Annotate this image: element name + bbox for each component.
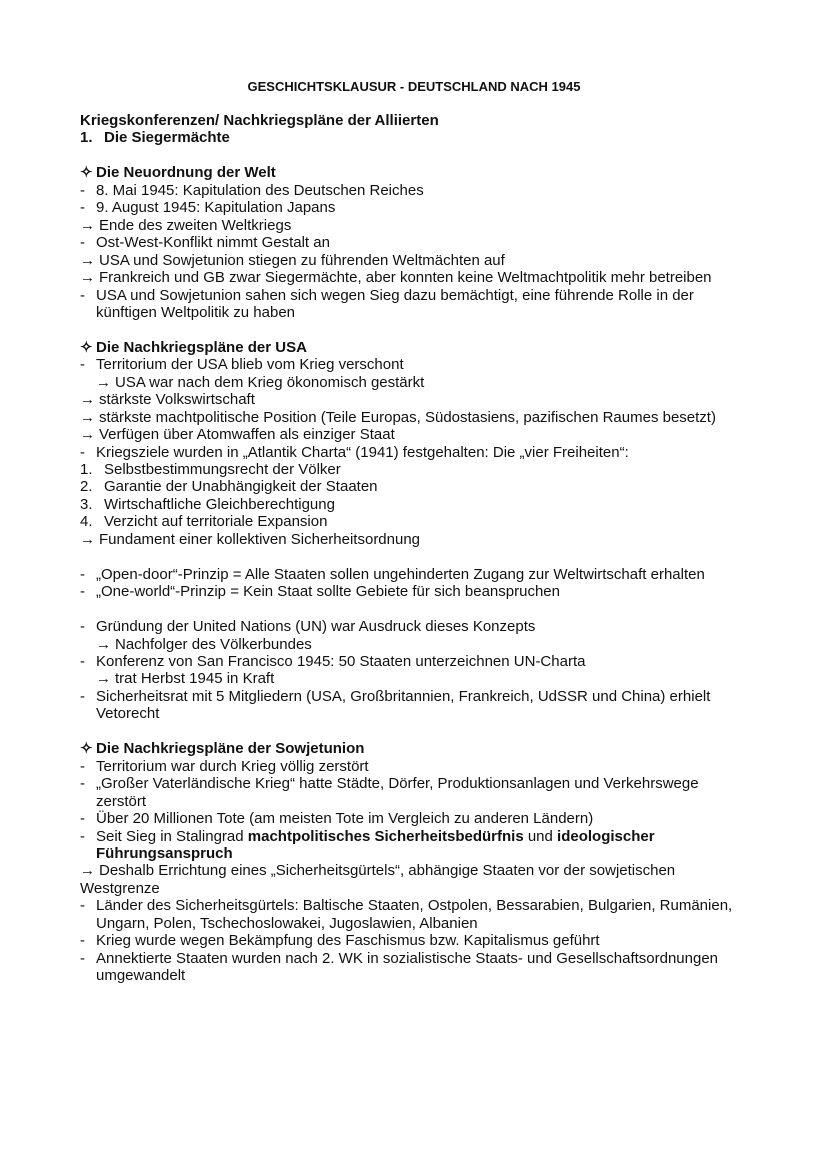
list-item [80,199,780,216]
list-item [80,862,780,897]
dash-bullet: - [80,181,85,199]
list-item-text: Gründung der United Nations (UN) war Ausdruck dieses Konzepts [96,618,536,636]
subsection-heading [80,740,780,757]
dash-bullet: - [80,897,85,915]
bold-text: machtpolitisches Sicherheitsbedürfnis [247,827,524,845]
dash-bullet: - [80,618,85,636]
list-number: 1. [80,129,93,147]
text-segment: und [523,827,558,845]
list-item-text: Annektierte Staaten wurden nach 2. WK in sozialistische Staats- und Gesellschaftsordnungen umgewandelt [96,949,719,985]
list-item [80,897,780,932]
list-item-text: USA und Sowjetunion stiegen zu führenden Weltmächten auf [99,251,505,269]
list-item-text: USA und Sowjetunion sahen sich wegen Sieg dazu bemächtigt, eine führende Rolle in der künftigen Weltpolitik zu haben [96,286,694,321]
arrow-icon: → [80,251,95,269]
list-item-text: Länder des Sicherheitsgürtels: Baltische Staaten, Ostpolen, Bessarabien, Bulgarien, Rumänien, Ungarn, Polen, Tschechoslowakei, Jugoslawien, Albanien [96,897,733,932]
list-item-text: 8. Mai 1945: Kapitulation des Deutschen Reiches [96,181,424,199]
list-item [80,269,780,286]
dash-bullet: - [80,949,85,967]
subsection-heading [80,164,780,181]
arrow-icon: → [80,216,95,234]
list-item-text: Kriegsziele wurden in „Atlantik Charta“ (1941) festgehalten: Die „vier Freiheiten“: [96,443,629,461]
list-item [80,496,780,513]
document-body [80,112,780,985]
list-item-text: stärkste machtpolitische Position (Teile Europas, Südostasiens, pazifischen Raumes besetzt) [99,408,716,426]
list-item [80,513,780,530]
list-item [80,478,780,495]
list-item [80,391,780,408]
list-item [80,758,780,775]
list-item-text [96,828,655,863]
list-item [80,234,780,251]
list-item-text: „Großer Vaterländische Krieg“ hatte Städte, Dörfer, Produktionsanlagen und Verkehrswege zerstört [96,775,699,810]
document-title: GESCHICHTSKLAUSUR - DEUTSCHLAND NACH 1945 [247,79,581,94]
arrow-icon: → [80,391,95,409]
dash-bullet: - [80,199,85,217]
arrow-icon: → [80,862,95,880]
list-item-text: Sicherheitsrat mit 5 Mitgliedern (USA, Großbritannien, Frankreich, UdSSR und China) erhielt Vetorecht [96,687,711,723]
diamond-bullet-icon: ✧ [80,164,93,182]
list-item-text: „One-world“-Prinzip = Kein Staat sollte Gebiete für sich beanspruchen [96,583,560,601]
list-item-text: stärkste Volkswirtschaft [99,391,255,409]
list-item [80,356,780,373]
list-item [80,636,780,653]
arrow-icon: → [80,269,95,287]
list-item-text: Fundament einer kollektiven Sicherheitsordnung [99,530,421,548]
list-item-text: Frankreich und GB zwar Siegermächte, aber konnten keine Weltmachtpolitik mehr betreiben [99,269,712,287]
arrow-icon: → [96,373,111,391]
blank-line [80,321,780,338]
dash-bullet: - [80,757,85,775]
list-item-text: Ost-West-Konflikt nimmt Gestalt an [96,234,330,252]
list-item-text: Krieg wurde wegen Bekämpfung des Faschismus bzw. Kapitalismus geführt [96,932,600,950]
list-item [80,810,780,827]
list-item [80,670,780,687]
list-item [80,950,780,985]
blank-line [80,723,780,740]
list-item [80,444,780,461]
dash-bullet: - [80,775,85,793]
dash-bullet: - [80,286,85,304]
list-item-text: trat Herbst 1945 in Kraft [115,670,275,688]
blank-line [80,147,780,164]
list-item [80,252,780,269]
arrow-icon: → [80,530,95,548]
diamond-bullet-icon: ✧ [80,338,93,356]
list-item [80,688,780,723]
list-item [80,217,780,234]
list-number: 1. [80,461,93,479]
list-item [80,566,780,583]
blank-line [80,548,780,565]
subsection-title: Die Neuordnung der Welt [96,164,276,182]
dash-bullet: - [80,652,85,670]
list-item-text: Ende des zweiten Weltkriegs [99,216,292,234]
dash-bullet: - [80,443,85,461]
list-item-text: „Open-door“-Prinzip = Alle Staaten sollen ungehinderten Zugang zur Weltwirtschaft erhalten [96,565,705,583]
dash-bullet: - [80,583,85,601]
list-item [80,287,780,322]
blank-line [80,601,780,618]
list-number: 4. [80,513,93,531]
list-item [80,932,780,949]
list-item-text: Deshalb Errichtung eines „Sicherheitsgürtels“, abhängige Staaten vor der sowjetischen Westgrenze [80,862,676,897]
list-item [80,409,780,426]
list-item-text: Nachfolger des Völkerbundes [115,635,312,653]
list-item [80,182,780,199]
list-item [80,775,780,810]
list-item-text: Selbstbestimmungsrecht der Völker [104,461,341,479]
list-item [80,374,780,391]
list-item [80,531,780,548]
dash-bullet: - [80,827,85,845]
arrow-icon: → [80,408,95,426]
list-item [80,583,780,600]
list-number: 3. [80,495,93,513]
main-heading: Kriegskonferenzen/ Nachkriegspläne der Alliierten [80,112,439,129]
dash-bullet: - [80,565,85,583]
dash-bullet: - [80,234,85,252]
list-item-text: Garantie der Unabhängigkeit der Staaten [104,478,378,496]
subsection-title: Die Nachkriegspläne der USA [96,338,307,356]
dash-bullet: - [80,687,85,705]
list-item-text: Territorium war durch Krieg völlig zerstört [96,757,369,775]
diamond-bullet-icon: ✧ [80,740,93,758]
list-item-text: USA war nach dem Krieg ökonomisch gestärkt [115,373,425,391]
list-item [80,461,780,478]
dash-bullet: - [80,810,85,828]
list-item-text: 9. August 1945: Kapitulation Japans [96,199,336,217]
list-item-text: Über 20 Millionen Tote (am meisten Tote im Vergleich zu anderen Ländern) [96,810,594,828]
list-item [80,653,780,670]
dash-bullet: - [80,932,85,950]
list-item-text: Territorium der USA blieb vom Krieg verschont [96,356,404,374]
arrow-icon: → [80,426,95,444]
section-heading-text: Die Siegermächte [104,129,230,147]
list-item-text: Verzicht auf territoriale Expansion [104,513,328,531]
arrow-icon: → [96,635,111,653]
list-item-text: Verfügen über Atomwaffen als einziger Staat [99,426,395,444]
list-item-text: Konferenz von San Francisco 1945: 50 Staaten unterzeichnen UN-Charta [96,652,586,670]
list-item [80,828,780,863]
list-item-text: Wirtschaftliche Gleichberechtigung [104,495,335,513]
subsection-title: Die Nachkriegspläne der Sowjetunion [96,740,365,758]
subsection-heading [80,339,780,356]
list-item [80,426,780,443]
list-number: 2. [80,478,93,496]
list-item [80,618,780,635]
section-heading [80,129,780,146]
arrow-icon: → [96,670,111,688]
bold-text: ideologischer Führungsanspruch [96,827,655,862]
dash-bullet: - [80,356,85,374]
text-segment: Seit Sieg in Stalingrad [96,827,248,845]
